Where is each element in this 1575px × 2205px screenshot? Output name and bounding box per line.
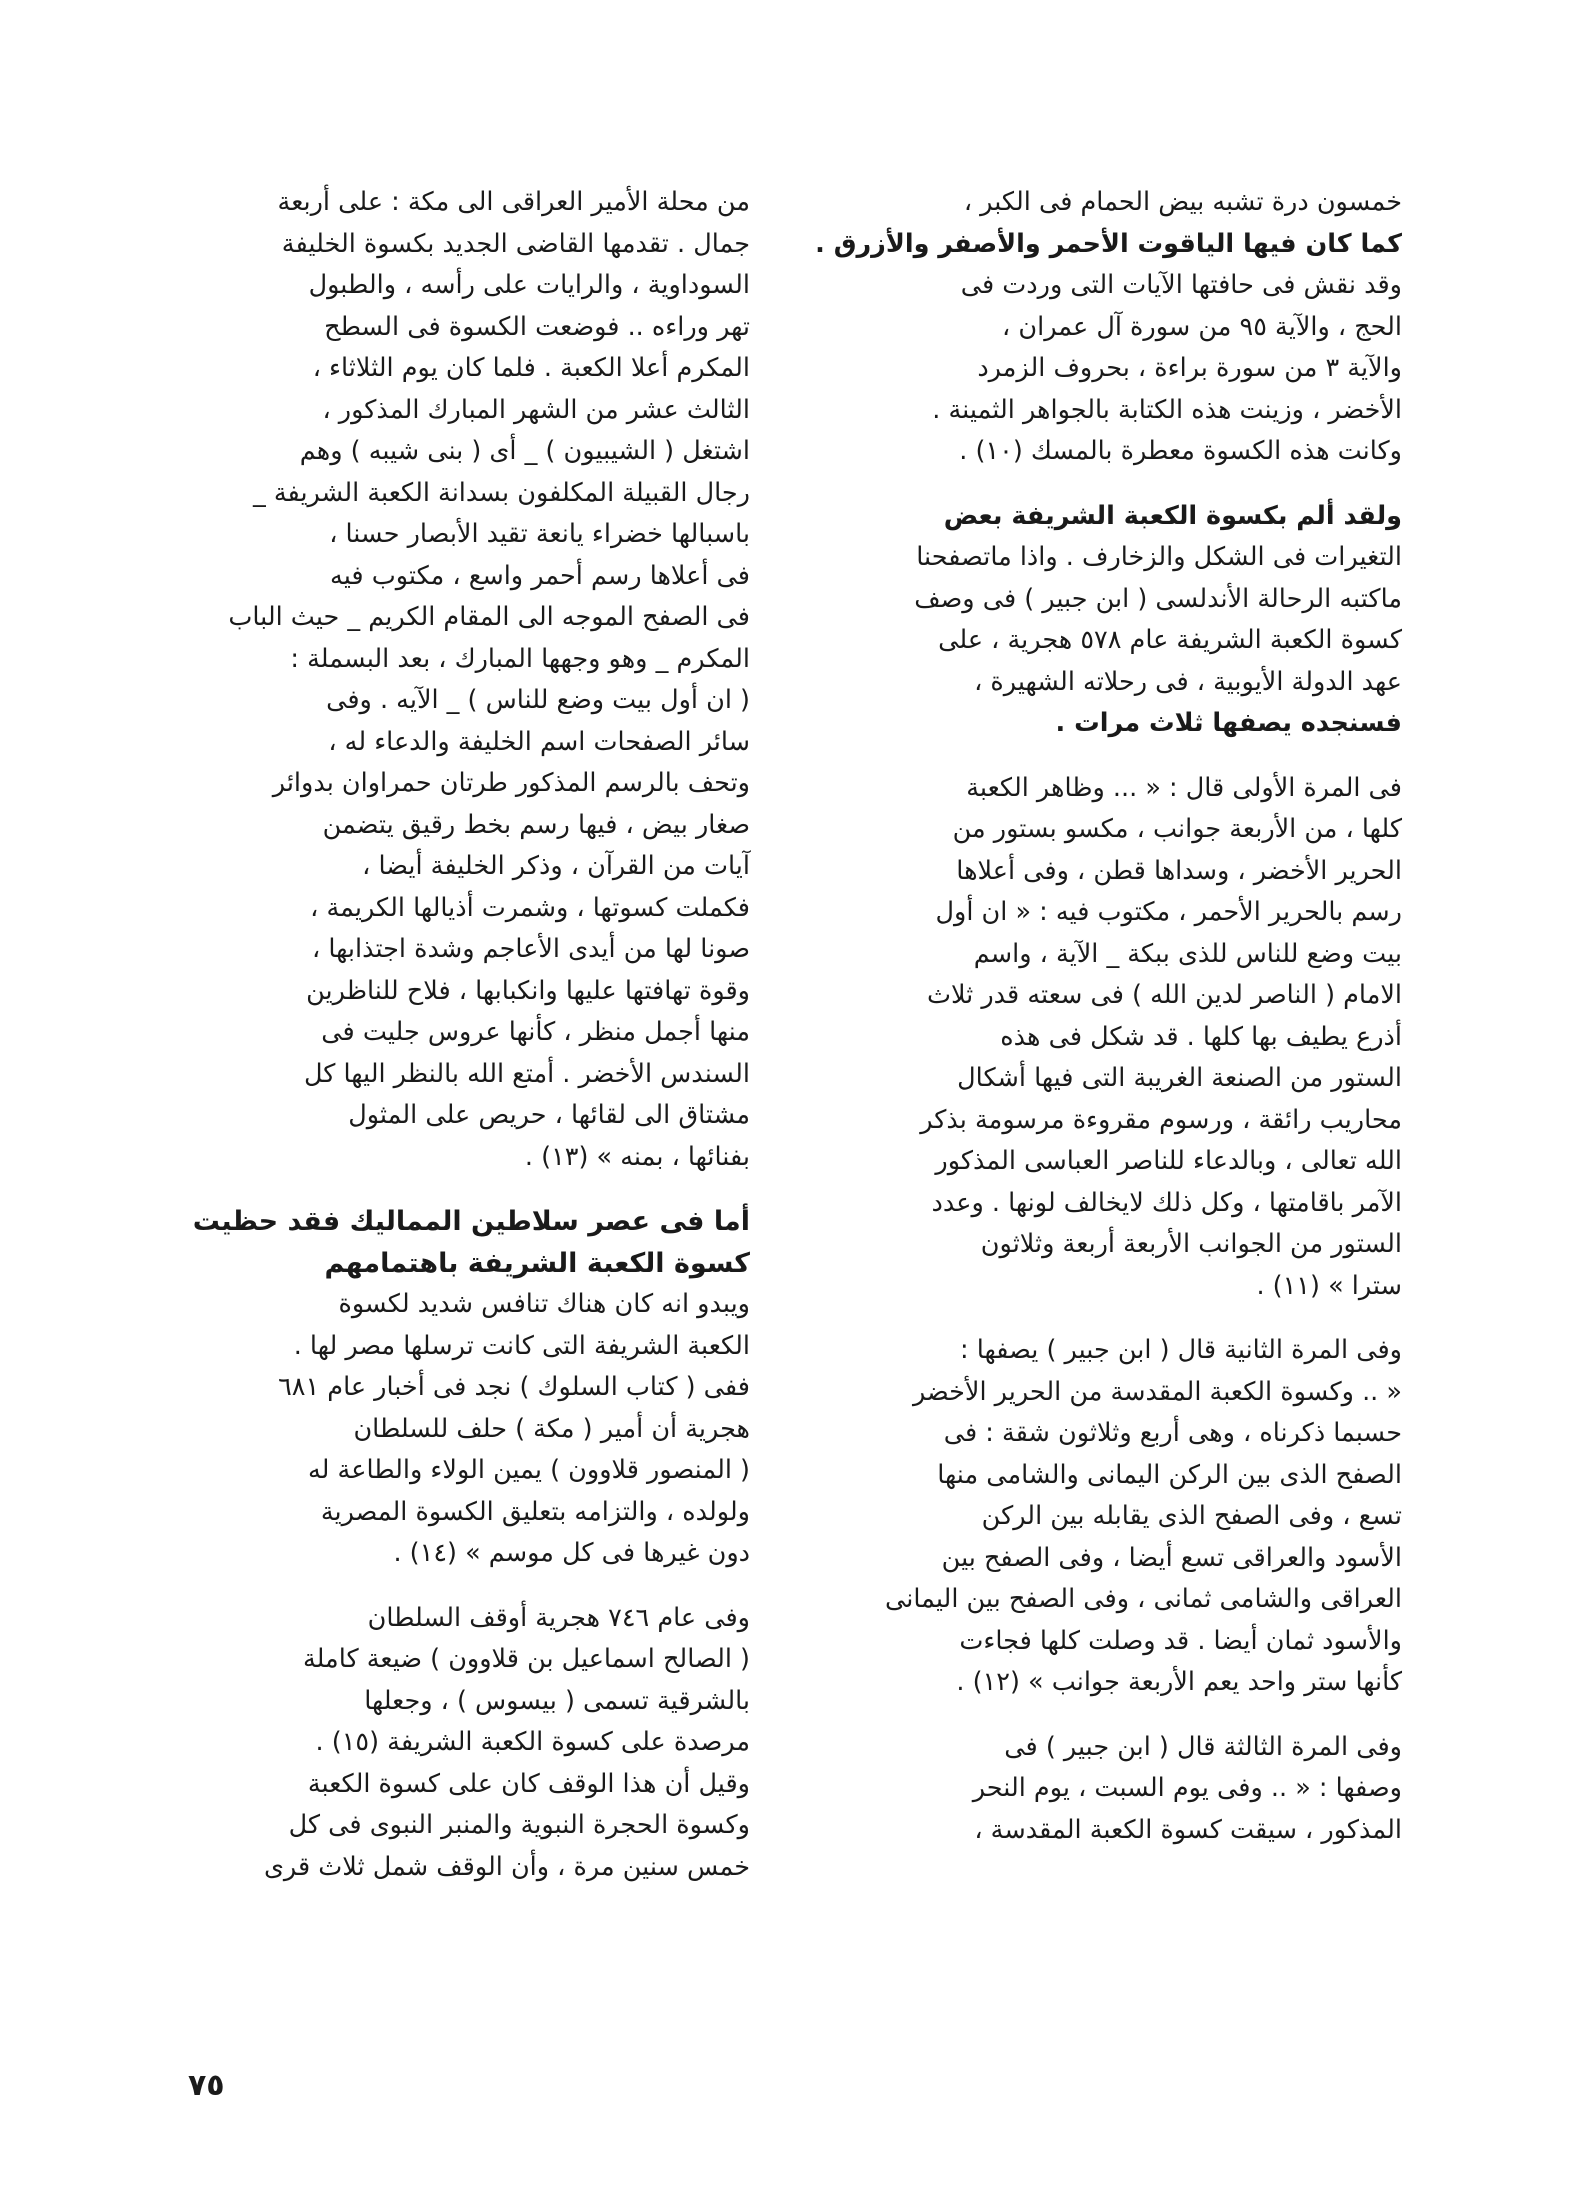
text-line: بيت وضع للناس للذى ببكة _ الآية ، واسم: [973, 938, 1402, 969]
text-line: مشتاق الى لقائها ، حريص على المثول: [348, 1100, 750, 1130]
text-line: الأسود والعراقى تسع أيضا ، وفى الصفح بين: [941, 1542, 1402, 1573]
paragraph-third-description: [806, 1727, 1402, 1852]
text-line: منها أجمل منظر ، كأنها عروس جليت فى: [321, 1017, 750, 1047]
text-line: ( ان أول بيت وضع للناس ) _ الآيه . وفى: [326, 685, 750, 715]
text-line: فى المرة الأولى قال : « ... وظاهر الكعبة: [966, 772, 1402, 803]
paragraph-waqf-endowment: [154, 1598, 750, 1889]
text-line: بالشرقية تسمى ( بيسوس ) ، وجعلها: [364, 1685, 750, 1716]
text-line: من محلة الأمير العراقى الى مكة : على أربعة: [277, 187, 750, 217]
right-column: [806, 182, 1402, 1874]
text-line: التغيرات فى الشكل والزخارف . واذا ماتصفحنا: [916, 542, 1402, 572]
text-line: المذكور ، سيقت كسوة الكعبة المقدسة ،: [974, 1814, 1402, 1845]
text-line: الامام ( الناصر لدين الله ) فى سعته قدر ثلاث: [926, 980, 1402, 1010]
text-line: بفنائها ، بمنه » (١٣) .: [524, 1141, 750, 1172]
text-line: دون غيرها فى كل موسم » (١٤) .: [393, 1538, 750, 1568]
text-line: ماكتبه الرحالة الأندلسى ( ابن جبير ) فى وصف: [914, 583, 1402, 614]
text-line: الصفح الذى بين الركن اليمانى والشامى منها: [937, 1459, 1402, 1490]
text-line: فى أعلاها رسم أحمر واسع ، مكتوب فيه: [330, 560, 750, 591]
text-line: ففى ( كتاب السلوك ) نجد فى أخبار عام ٦٨١: [278, 1372, 750, 1402]
text-line: باسبالها خضراء يانعة تقيد الأبصار حسنا ،: [329, 519, 750, 549]
text-line: فسنجده يصفها ثلاث مرات .: [1055, 708, 1402, 738]
text-line: وقد نقش فى حافتها الآيات التى وردت فى: [960, 270, 1402, 300]
text-line: والأسود ثمان أيضا . قد وصلت كلها فجاءت: [959, 1625, 1402, 1656]
text-line: حسبما ذكرناه ، وهى أربع وثلاثون شقة : فى: [943, 1418, 1402, 1448]
text-line: فكملت كسوتها ، وشمرت أذيالها الكريمة ،: [310, 892, 750, 923]
text-line: كما كان فيها الياقوت الأحمر والأصفر والأزرق .: [815, 228, 1402, 259]
text-line: وصفها : « .. وفى يوم السبت ، يوم النحر: [972, 1773, 1402, 1803]
text-line: الحج ، والآية ٩٥ من سورة آل عمران ،: [1002, 311, 1402, 342]
paragraph-iraqi-convoy: [154, 182, 750, 1178]
text-line: ( الصالح اسماعيل بن قلاوون ) ضيعة كاملة: [302, 1644, 750, 1674]
text-line: كسوة الكعبة الشريفة عام ٥٧٨ هجرية ، على: [938, 625, 1402, 655]
text-line: وفى المرة الثانية قال ( ابن جبير ) يصفها :: [960, 1335, 1402, 1365]
text-line: وقيل أن هذا الوقف كان على كسوة الكعبة: [307, 1768, 750, 1799]
text-line: ولقد ألم بكسوة الكعبة الشريفة بعض: [943, 500, 1402, 531]
text-line: ويبدو انه كان هناك تنافس شديد لكسوة: [338, 1289, 750, 1319]
text-line: الحرير الأخضر ، وسداها قطن ، وفى أعلاها: [956, 855, 1402, 886]
text-line: سائر الصفحات اسم الخليفة والدعاء له ،: [328, 726, 750, 757]
section-headline: كسوة الكعبة الشريفة باهتمامهم: [324, 1247, 750, 1279]
text-line: رسم بالحرير الأحمر ، مكتوب فيه : « ان أول: [935, 897, 1402, 927]
text-line: فى الصفح الموجه الى المقام الكريم _ حيث الباب: [228, 602, 750, 632]
paragraph-kiswa-pearls: [806, 182, 1402, 473]
text-line: العراقى والشامى ثمانى ، وفى الصفح بين اليمانى: [885, 1584, 1402, 1614]
text-line: خمسون درة تشبه بيض الحمام فى الكبر ،: [963, 187, 1402, 217]
text-line: السوداوية ، والرايات على رأسه ، والطبول: [308, 270, 750, 300]
text-line: اشتغل ( الشيبيون ) _ أى ( بنى شيبه ) وهم: [299, 436, 750, 466]
text-line: والآية ٣ من سورة براءة ، بحروف الزمرد: [977, 353, 1402, 383]
text-line: الستور من الصنعة الغريبة التى فيها أشكال: [957, 1063, 1402, 1093]
paragraph-mamluk-era: [154, 1201, 750, 1575]
text-line: ولولده ، والتزامه بتعليق الكسوة المصرية: [320, 1496, 750, 1527]
text-line: الستور من الجوانب الأربعة أربعة وثلاثون: [980, 1229, 1402, 1259]
text-line: وقوة تهافتها عليها وانكبابها ، فلاح للناظرين: [306, 975, 750, 1006]
left-column: [154, 182, 750, 1911]
paragraph-second-description: [806, 1330, 1402, 1704]
text-line: تسع ، وفى الصفح الذى يقابله بين الركن: [981, 1501, 1402, 1531]
text-line: رجال القبيلة المكلفون بسدانة الكعبة الشريفة _: [253, 477, 750, 508]
text-line: الكعبة الشريفة التى كانت ترسلها مصر لها .: [293, 1330, 750, 1361]
text-line: المكرم أعلا الكعبة . فلما كان يوم الثلاثاء ،: [312, 353, 750, 383]
text-line: المكرم _ وهو وجهها المبارك ، بعد البسملة :: [290, 643, 750, 674]
text-line: محاريب رائقة ، ورسوم مقروءة مرسومة بذكر: [920, 1104, 1402, 1135]
text-line: عهد الدولة الأيوبية ، فى رحلاته الشهيرة ،: [974, 666, 1402, 697]
text-line: وفى عام ٧٤٦ هجرية أوقف السلطان: [367, 1602, 750, 1633]
text-line: خمس سنين مرة ، وأن الوقف شمل ثلاث قرى: [263, 1851, 750, 1882]
text-line: وكانت هذه الكسوة معطرة بالمسك (١٠) .: [959, 436, 1402, 466]
text-line: كأنها ستر واحد يعم الأربعة جوانب » (١٢) .: [956, 1667, 1402, 1697]
text-line: سترا » (١١) .: [1256, 1270, 1402, 1301]
section-headline: أما فى عصر سلاطين المماليك فقد حظيت: [192, 1206, 750, 1237]
text-line: ( المنصور قلاوون ) يمين الولاء والطاعة له: [308, 1455, 750, 1485]
text-line: أذرع يطيف بها كلها . قد شكل فى هذه: [1000, 1021, 1402, 1052]
text-line: الأخضر ، وزينت هذه الكتابة بالجواهر الثمينة .: [932, 394, 1402, 425]
text-line: الله تعالى ، وبالدعاء للناصر العباسى المذكور: [935, 1146, 1402, 1176]
text-line: الثالث عشر من الشهر المبارك المذكور ،: [322, 394, 750, 425]
page-number: ٧٥: [188, 2068, 225, 2103]
text-line: « .. وكسوة الكعبة المقدسة من الحرير الأخضر: [912, 1376, 1402, 1407]
text-line: صغار بيض ، فيها رسم بخط رقيق يتضمن: [322, 809, 750, 840]
text-line: السندس الأخضر . أمتع الله بالنظر اليها كل: [303, 1058, 750, 1089]
text-line: وفى المرة الثالثة قال ( ابن جبير ) فى: [1004, 1731, 1402, 1762]
text-line: هجرية أن أمير ( مكة ) حلف للسلطان: [353, 1413, 750, 1444]
paragraph-ibn-jubayr-intro: [806, 496, 1402, 745]
text-line: كلها ، من الأربعة جوانب ، مكسو بستور من: [952, 814, 1402, 844]
paragraph-first-description: [806, 768, 1402, 1308]
text-line: صونا لها من أيدى الأعاجم وشدة اجتذابها ،: [312, 934, 750, 964]
text-line: وكسوة الحجرة النبوية والمنبر النبوى فى كل: [288, 1810, 750, 1840]
text-line: مرصدة على كسوة الكعبة الشريفة (١٥) .: [315, 1727, 750, 1757]
text-line: تهر وراءه .. فوضعت الكسوة فى السطح: [324, 311, 750, 342]
text-line: آيات من القرآن ، وذكر الخليفة أيضا ،: [362, 851, 750, 881]
text-line: الآمر باقامتها ، وكل ذلك لايخالف لونها . وعدد: [931, 1187, 1402, 1218]
text-line: جمال . تقدمها القاضى الجديد بكسوة الخليفة: [281, 228, 750, 259]
text-line: وتحف بالرسم المذكور طرتان حمراوان بدوائر: [272, 768, 750, 798]
